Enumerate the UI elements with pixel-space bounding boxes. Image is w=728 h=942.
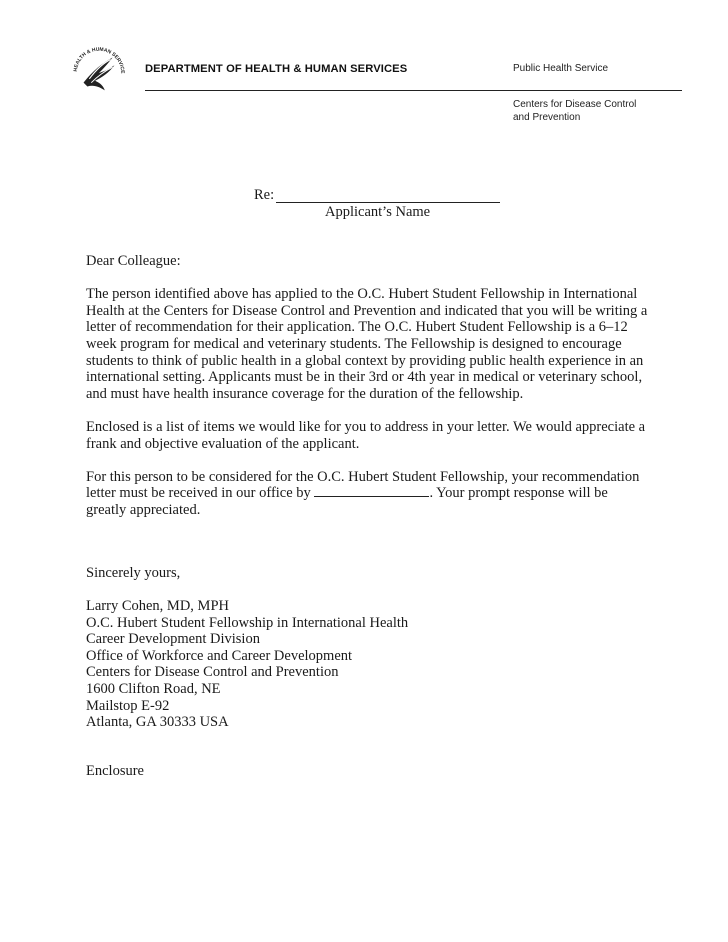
paragraph-enclosure-request	[86, 419, 656, 452]
deadline-text-before: letter must be received in our office by	[86, 485, 315, 502]
text-line: week program for medical and veterinary students. The Fellowship is designed to encourage	[86, 335, 622, 352]
hhs-seal-logo	[70, 44, 128, 102]
agency-line: and Prevention	[513, 111, 581, 123]
re-label: Re:	[254, 187, 275, 203]
text-line: Health at the Centers for Disease Control and Prevention and indicated that you will be writing a	[86, 302, 648, 319]
signature-line: Mailstop E-92	[86, 697, 170, 714]
signature-line: Atlanta, GA 30333 USA	[86, 714, 229, 731]
applicant-name-blank	[276, 202, 500, 203]
text-line: greatly appreciated.	[86, 501, 201, 518]
text-line: Enclosed is a list of items we would like for you to address in your letter. We would appreciate a	[86, 418, 646, 435]
text-line	[86, 485, 656, 502]
text-line: frank and objective evaluation of the applicant.	[86, 435, 360, 452]
agency-line: Centers for Disease Control	[513, 99, 637, 110]
salutation: Dear Colleague:	[86, 253, 181, 269]
signature-line: 1600 Clifton Road, NE	[86, 680, 221, 697]
letterhead-divider	[145, 90, 682, 91]
text-line: The person identified above has applied to the O.C. Hubert Student Fellowship in International	[86, 286, 638, 303]
applicant-name-caption: Applicant’s Name	[325, 204, 431, 220]
enclosure-note: Enclosure	[86, 763, 144, 779]
signature-line: Larry Cohen, MD, MPH	[86, 598, 229, 614]
text-line: students to think of public health in a global context by providing public health experience in an	[86, 352, 644, 369]
signature-block	[86, 598, 408, 731]
text-line: letter of recommendation for their application. The O.C. Hubert Student Fellowship is a 6–12	[86, 319, 628, 336]
deadline-text-after: . Your prompt response will be	[429, 485, 608, 502]
paragraph-deadline	[86, 469, 656, 519]
service-name: Public Health Service	[513, 63, 609, 74]
svg-text:HEALTH & HUMAN SERVICES · USA: HEALTH & HUMAN SERVICE	[72, 46, 126, 74]
signature-line: O.C. Hubert Student Fellowship in International Health	[86, 614, 409, 631]
paragraph-fellowship-description	[86, 286, 656, 402]
department-name: DEPARTMENT OF HEALTH & HUMAN SERVICES	[145, 63, 408, 75]
deadline-date-blank	[314, 485, 429, 497]
signature-line: Career Development Division	[86, 631, 260, 648]
letter-body	[86, 253, 656, 535]
text-line: international setting. Applicants must be in their 3rd or 4th year in medical or veterinary school,	[86, 369, 643, 386]
signature-line: Office of Workforce and Career Development	[86, 647, 353, 664]
signature-line: Centers for Disease Control and Prevention	[86, 664, 339, 681]
agency-name	[513, 99, 636, 124]
text-line: For this person to be considered for the O.C. Hubert Student Fellowship, your recommendation	[86, 468, 640, 485]
closing: Sincerely yours,	[86, 565, 181, 581]
text-line: and must have health insurance coverage for the duration of the fellowship.	[86, 385, 524, 402]
